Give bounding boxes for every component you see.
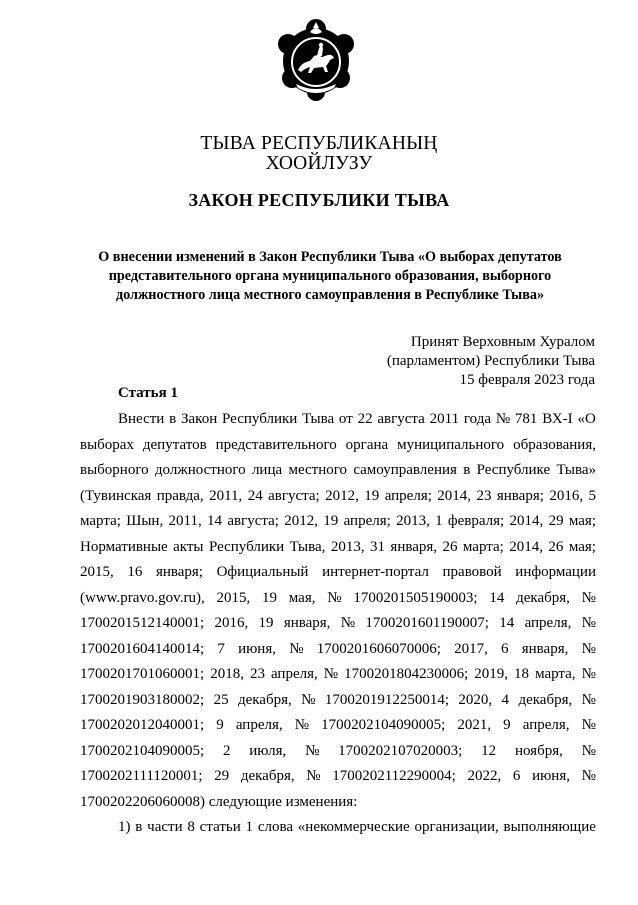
body-word: № bbox=[289, 640, 304, 657]
body-word: декабря, bbox=[240, 768, 295, 784]
body-word: мая; bbox=[568, 513, 596, 529]
body-word: 9 bbox=[216, 717, 224, 733]
body-word: информации bbox=[515, 564, 596, 580]
body-word: 1700201804230006; bbox=[344, 666, 469, 682]
body-word: правовой bbox=[442, 564, 502, 580]
body-word: акты bbox=[173, 538, 204, 555]
body-word: самоуправления bbox=[353, 462, 457, 478]
body-word: 19 bbox=[258, 615, 274, 631]
body-word: 19 bbox=[364, 487, 380, 504]
body-word: должностного bbox=[154, 462, 246, 478]
body-word: 23 bbox=[476, 487, 492, 504]
republic-name-tuvan-line2: ХООЙЛУЗУ bbox=[265, 153, 373, 174]
body-word: части bbox=[147, 819, 183, 835]
body-word: декабря, bbox=[516, 589, 570, 606]
body-word: в bbox=[169, 411, 177, 427]
body-word: «некоммерческие bbox=[297, 819, 410, 835]
body-word: 29 bbox=[548, 513, 564, 529]
body-word: мая; bbox=[568, 538, 596, 555]
body-word: 2020, bbox=[458, 691, 493, 708]
body-word: 14 bbox=[207, 513, 223, 529]
body-word: 2011, bbox=[168, 513, 202, 529]
body-word: 2018, bbox=[210, 666, 244, 682]
body-word: № bbox=[581, 666, 596, 682]
body-word: 19 bbox=[323, 513, 339, 529]
body-word: 26 bbox=[442, 538, 458, 555]
body-word: августа bbox=[377, 411, 425, 427]
body-word: № bbox=[581, 768, 596, 784]
body-word: (www.pravo.gov.ru), bbox=[80, 589, 205, 606]
body-word: апреля, bbox=[235, 717, 283, 733]
body-word: 2014, bbox=[437, 487, 472, 504]
adoption-note bbox=[387, 333, 595, 390]
body-word: 1700201912250014; bbox=[324, 691, 450, 708]
body-word: № bbox=[340, 615, 356, 631]
body-word: января, bbox=[390, 538, 438, 555]
body-word: органа bbox=[345, 436, 389, 453]
body-word: Официальный bbox=[216, 564, 309, 580]
body-line bbox=[80, 662, 596, 688]
body-word: 1700202012040001; bbox=[80, 717, 205, 733]
body-word: 19 bbox=[262, 589, 277, 606]
body-word: депутатов bbox=[142, 436, 207, 453]
body-word: № bbox=[301, 691, 316, 708]
body-word: ноября, bbox=[514, 742, 563, 759]
body-word: представительного bbox=[215, 436, 337, 453]
body-word: 8 bbox=[187, 819, 195, 835]
body-line bbox=[80, 535, 596, 561]
body-line bbox=[80, 739, 596, 765]
body-word: декабря, bbox=[237, 691, 292, 708]
body-word: 24 bbox=[247, 487, 263, 504]
body-word: правда, bbox=[156, 487, 204, 504]
body-word: слова bbox=[257, 819, 294, 835]
body-word: 7 bbox=[217, 640, 225, 657]
body-word: 6 bbox=[512, 768, 521, 784]
body-word: 2014, bbox=[509, 513, 544, 529]
body-word: 1700202112290004; bbox=[332, 768, 456, 784]
law-title: ЗАКОН РЕСПУБЛИКИ ТЫВА bbox=[188, 190, 450, 210]
adoption-note-line: (парламентом) Республики Тыва bbox=[386, 353, 595, 369]
body-line bbox=[80, 509, 596, 535]
body-word: 1 bbox=[245, 819, 254, 835]
body-line bbox=[80, 433, 596, 459]
body-line bbox=[80, 637, 596, 663]
body-word: января, bbox=[283, 615, 331, 631]
body-word: № bbox=[306, 768, 321, 784]
body-word: июня, bbox=[532, 768, 570, 784]
body-word: 1700202107020003; bbox=[338, 742, 463, 759]
adoption-note-line: Принят Верховным Хуралом bbox=[410, 334, 595, 350]
body-word: 9 bbox=[503, 717, 511, 733]
body-line bbox=[80, 484, 596, 510]
body-word: 1700201903180002; bbox=[80, 691, 205, 708]
article-heading: Статья 1 bbox=[118, 385, 178, 401]
body-word: марта; bbox=[462, 538, 504, 555]
body-word: января; bbox=[496, 487, 544, 504]
body-word: № bbox=[495, 411, 511, 427]
body-word: мая, bbox=[288, 589, 316, 606]
body-word: февраля; bbox=[447, 513, 505, 529]
body-word: января; bbox=[155, 564, 203, 580]
body-word: 2013, bbox=[396, 513, 430, 529]
body-word: Внести bbox=[118, 411, 165, 427]
body-word: 1 bbox=[435, 513, 443, 529]
body-word: образования, bbox=[513, 436, 596, 453]
body-word: 26 bbox=[548, 538, 564, 555]
body-word: 1700201604140014; bbox=[80, 640, 205, 657]
body-word: 29 bbox=[214, 768, 230, 784]
body-word: 1700201505190003; bbox=[353, 589, 478, 606]
body-word: местного bbox=[288, 462, 347, 478]
body-line bbox=[80, 458, 596, 484]
body-word: в bbox=[463, 462, 471, 478]
body-word: Тыва, bbox=[289, 538, 326, 555]
body-word: марта; bbox=[80, 513, 121, 529]
body-line bbox=[80, 764, 596, 790]
body-word: выборного bbox=[80, 462, 149, 478]
body-word: 2011 bbox=[429, 411, 460, 427]
body-word: № bbox=[323, 666, 339, 682]
law-subtitle-line: представительного органа муниципального образования, выборного bbox=[108, 268, 552, 284]
body-word: 16 bbox=[127, 564, 143, 580]
body-word: «О bbox=[577, 411, 596, 427]
body-word: 781 bbox=[514, 411, 538, 427]
republic-name-tuvan-line1: ТЫВА РЕСПУБЛИКАНЫҢ bbox=[200, 133, 438, 154]
body-word: 14 bbox=[489, 589, 505, 606]
body-line bbox=[80, 815, 596, 841]
body-word: 2013, bbox=[330, 538, 365, 555]
body-word: 4 bbox=[501, 691, 510, 708]
body-word: 23 bbox=[249, 666, 265, 682]
body-word: апреля; bbox=[384, 487, 432, 504]
body-word: 2016, bbox=[214, 615, 249, 631]
body-word: апреля; bbox=[343, 513, 391, 529]
body-word: 2019, bbox=[474, 666, 509, 682]
body-word: 2022, bbox=[467, 768, 502, 784]
body-word: 5 bbox=[588, 487, 596, 504]
body-line bbox=[80, 407, 596, 433]
body-word: декабря, bbox=[518, 691, 573, 708]
body-word: января, bbox=[521, 640, 569, 657]
body-word: интернет-портал bbox=[322, 564, 429, 580]
body-word: 2017, bbox=[454, 640, 488, 657]
body-line bbox=[80, 586, 596, 612]
body-word: Республики bbox=[222, 411, 298, 427]
body-word: лица bbox=[251, 462, 283, 478]
body-word: 14 bbox=[499, 615, 515, 631]
body-word: 1700202111120001; bbox=[80, 768, 203, 784]
law-subtitle-line: О внесении изменений в Закон Республики Тыва «О выборах депутатов bbox=[98, 249, 562, 265]
body-word: в bbox=[135, 819, 143, 835]
body-word: 12 bbox=[481, 742, 497, 759]
body-word: № bbox=[581, 717, 596, 733]
body-word: Закон bbox=[181, 411, 218, 427]
body-word: Нормативные bbox=[80, 538, 168, 555]
body-word: ВХ-I bbox=[542, 411, 573, 427]
body-word: (Тувинская bbox=[80, 487, 152, 504]
body-line bbox=[80, 713, 596, 739]
body-word: № bbox=[294, 717, 309, 733]
body-word: № bbox=[581, 691, 596, 708]
coat-of-arms-icon bbox=[270, 14, 362, 106]
body-line: 1700202206060008) следующие изменения: bbox=[80, 793, 358, 810]
body-word: № bbox=[305, 742, 320, 759]
body-word: 6 bbox=[501, 640, 509, 657]
body-word: апреля, bbox=[524, 615, 572, 631]
body-word: 2 bbox=[222, 742, 231, 759]
body-word: Тыва» bbox=[556, 462, 596, 478]
body-word: 1700201606070006; bbox=[316, 640, 441, 657]
body-word: августа; bbox=[268, 487, 320, 504]
body-word: муниципального bbox=[397, 436, 505, 453]
body-word: от bbox=[338, 411, 353, 427]
body-word: 2012, bbox=[284, 513, 318, 529]
body-word: организации, bbox=[414, 819, 499, 835]
body-word: № bbox=[581, 589, 596, 606]
body-word: выполняющие bbox=[503, 819, 596, 835]
body-word: 2011, bbox=[209, 487, 243, 504]
body-word: июня, bbox=[238, 640, 276, 657]
body-word: апреля, bbox=[522, 717, 570, 733]
body-word: выборах bbox=[80, 436, 134, 453]
body-word: года bbox=[463, 411, 492, 427]
body-word: 1700201701060001; bbox=[80, 666, 205, 682]
body-word: 2021, bbox=[457, 717, 492, 733]
law-subtitle bbox=[80, 248, 580, 305]
body-word: Шын, bbox=[126, 513, 164, 529]
body-word: 2012, bbox=[325, 487, 359, 504]
body-word: 1700201512140001; bbox=[80, 615, 205, 631]
body-word: Республике bbox=[476, 462, 551, 478]
body-word: 2015, bbox=[80, 564, 114, 580]
body-word: марта, bbox=[535, 666, 576, 682]
body-word: 1700202104090005; bbox=[80, 742, 205, 759]
body-word: 1) bbox=[118, 819, 131, 835]
body-word: 2016, bbox=[549, 487, 584, 504]
body-word: Тыва bbox=[302, 411, 335, 427]
body-word: № bbox=[581, 742, 596, 759]
law-subtitle-line: должностного лица местного самоуправления в Республике Тыва» bbox=[115, 287, 545, 303]
body-word: статьи bbox=[199, 819, 241, 835]
body-word: 2015, bbox=[216, 589, 251, 606]
body-word: августа; bbox=[227, 513, 279, 529]
article-body bbox=[80, 407, 596, 841]
body-word: 22 bbox=[357, 411, 373, 427]
body-word: № bbox=[327, 589, 342, 606]
body-word: 25 bbox=[213, 691, 229, 708]
body-word: апреля, bbox=[270, 666, 318, 682]
body-line bbox=[80, 688, 596, 714]
body-word: июля, bbox=[249, 742, 287, 759]
body-word: 31 bbox=[370, 538, 385, 555]
body-word: № bbox=[581, 615, 596, 631]
body-word: 1700201601190007; bbox=[365, 615, 489, 631]
adoption-date: 15 февраля 2023 года bbox=[459, 372, 595, 388]
body-word: № bbox=[581, 640, 596, 657]
body-line bbox=[80, 560, 596, 586]
body-word: 1700202104090005; bbox=[321, 717, 446, 733]
body-word: 18 bbox=[514, 666, 530, 682]
body-line bbox=[80, 611, 596, 637]
body-word: Республики bbox=[208, 538, 285, 555]
body-word: 2014, bbox=[509, 538, 543, 555]
